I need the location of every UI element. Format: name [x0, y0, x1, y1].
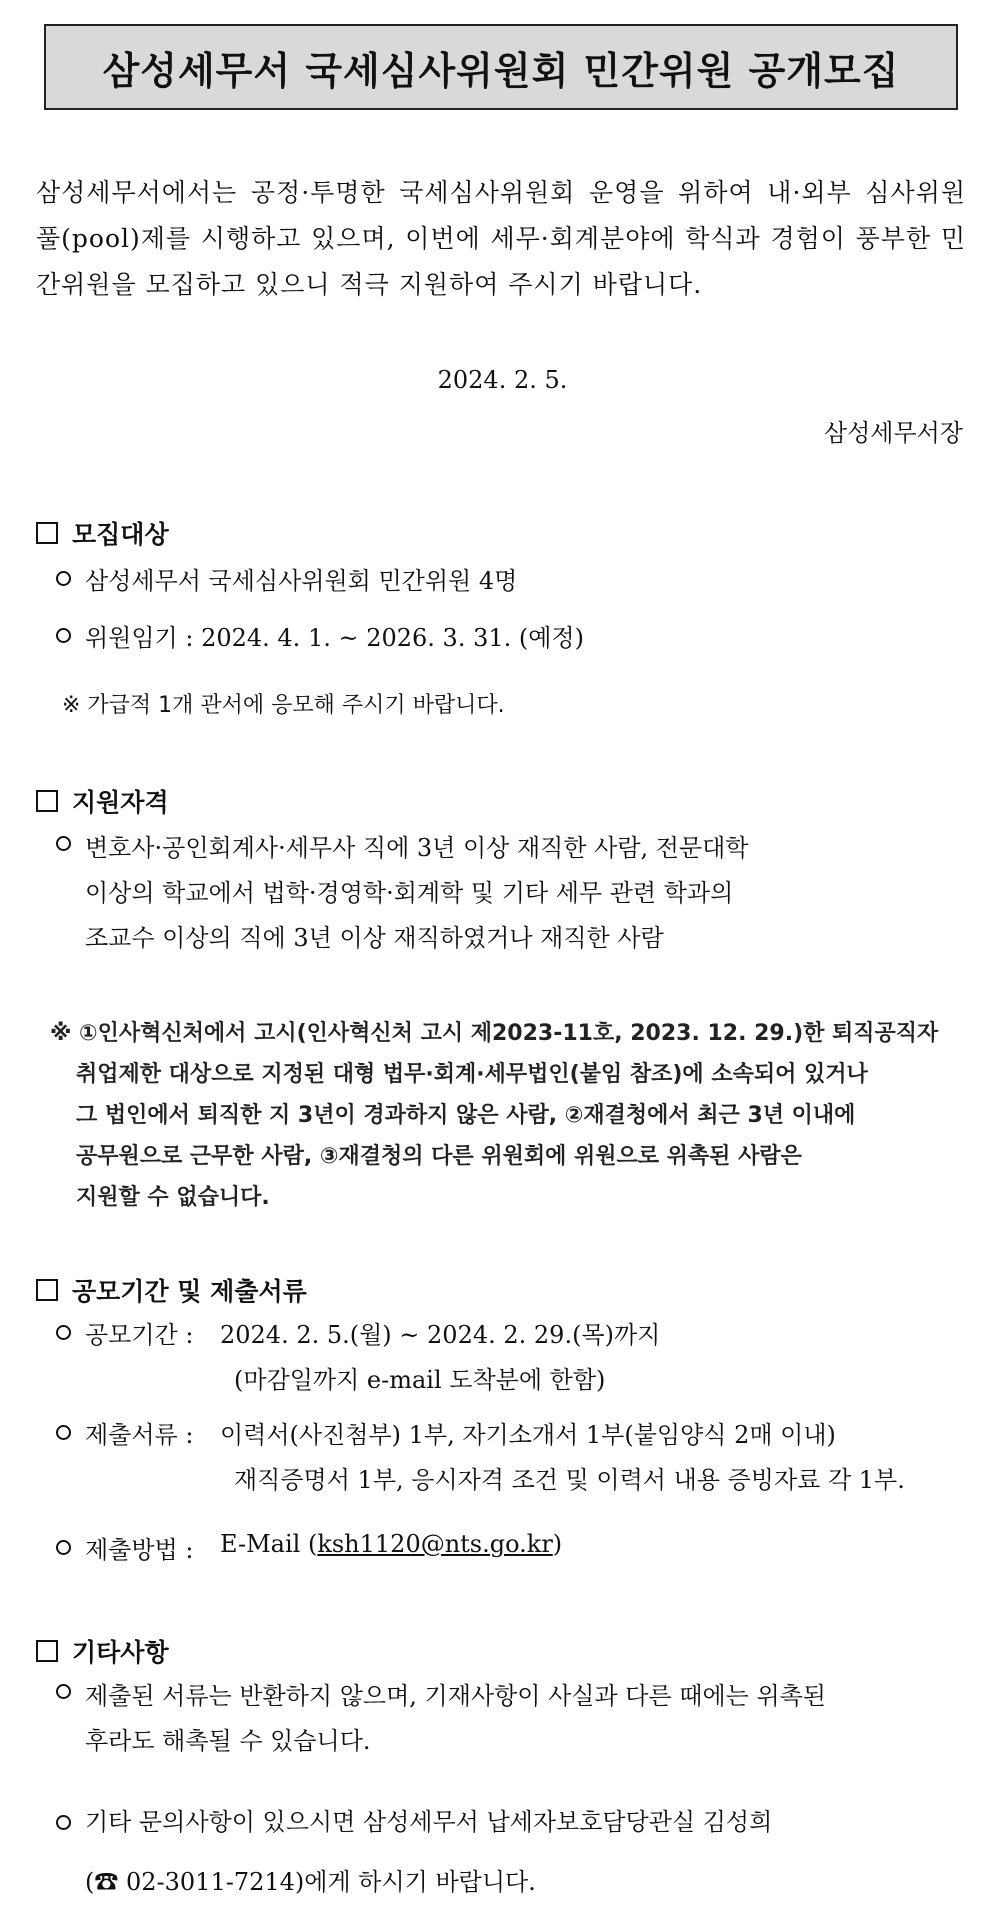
recruit-item-1: [56, 561, 517, 596]
email-link[interactable]: ksh1120@nts.go.kr: [317, 1530, 553, 1558]
note-line: 지원할 수 없습니다.: [76, 1185, 270, 1210]
circle-bullet-icon: [56, 1684, 71, 1699]
intro-paragraph: 삼성세무서에서는 공정·투명한 국세심사위원회 운영을 위하여 내·외부 심사위원 풀(pool)제를 시행하고 있으며, 이번에 세무·회계분야에 학식과 경험이 풍부한 민간위원을 모집하고 있으니 적극 지원하여 주시기 바랍니다.: [36, 178, 966, 299]
circle-bullet-icon: [56, 1540, 71, 1555]
circle-bullet-icon: [56, 1325, 71, 1340]
section-qualification-heading: [36, 783, 169, 819]
qualification-paragraph: [56, 826, 971, 961]
recruit-item-2: [56, 618, 584, 653]
section-heading-text: 공모기간 및 제출서류: [72, 1277, 307, 1306]
note-line: 공무원으로 근무한 사람, ③재결청의 다른 위원회에 위원으로 위촉된 사람은: [76, 1144, 802, 1169]
etc-item-1: [56, 1674, 971, 1764]
page-title: 삼성세무서 국세심사위원회 민간위원 공개모집: [44, 24, 958, 110]
etc-line: 제출된 서류는 반환하지 않으며, 기재사항이 사실과 다른 때에는 위촉된: [85, 1682, 826, 1710]
circle-bullet-icon: [56, 571, 71, 586]
method-suffix: ): [552, 1530, 563, 1558]
documents-value: 이력서(사진첨부) 1부, 자기소개서 1부(붙임양식 2매 이내): [220, 1421, 836, 1449]
circle-bullet-icon: [56, 1815, 71, 1830]
section-recruit-heading: [36, 515, 169, 551]
documents-value-2: 재직증명서 1부, 응시자격 조건 및 이력서 내용 증빙자료 각 1부.: [234, 1466, 905, 1494]
checkbox-square-icon: [36, 1279, 58, 1301]
section-heading-text: 모집대상: [72, 520, 169, 549]
period-item: [56, 1315, 660, 1350]
circle-bullet-icon: [56, 1425, 71, 1440]
qualification-line: 이상의 학교에서 법학·경영학·회계학 및 기타 세무 관련 학과의: [85, 879, 734, 907]
section-period-heading: [36, 1272, 307, 1308]
etc-line: 후라도 해촉될 수 있습니다.: [85, 1727, 371, 1755]
etc-line: 기타 문의사항이 있으시면 삼성세무서 납세자보호담당관실 김성희: [85, 1808, 773, 1836]
qualification-line: 조교수 이상의 직에 3년 이상 재직하였거나 재직한 사람: [85, 924, 664, 952]
period-value: 2024. 2. 5.(월) ~ 2024. 2. 29.(목)까지: [220, 1321, 661, 1349]
qualification-exclusion-note: [50, 1013, 968, 1218]
recruit-item-text: 위원임기 : 2024. 4. 1. ~ 2026. 3. 31. (예정): [85, 624, 584, 652]
issuing-office: 삼성세무서장: [823, 419, 963, 447]
circle-bullet-icon: [56, 836, 71, 851]
checkbox-square-icon: [36, 1640, 58, 1662]
qualification-line: 변호사·공인회계사·세무사 직에 3년 이상 재직한 사람, 전문대학: [85, 834, 749, 862]
recruit-note: ※ 가급적 1개 관서에 응모해 주시기 바랍니다.: [62, 693, 505, 718]
note-line: 취업제한 대상으로 지정된 대형 법무·회계·세무법인(붙임 참조)에 소속되어 있거나: [76, 1062, 868, 1087]
circle-bullet-icon: [56, 628, 71, 643]
contact-line: (☎ 02-3011-7214)에게 하시기 바랍니다.: [85, 1868, 536, 1896]
documents-item: [56, 1415, 836, 1450]
recruit-item-text: 삼성세무서 국세심사위원회 민간위원 4명: [85, 567, 518, 595]
checkbox-square-icon: [36, 522, 58, 544]
note-line: ※ ①인사혁신처에서 고시(인사혁신처 고시 제2023-11호, 2023. 12. 29.)한 퇴직공직자: [50, 1021, 939, 1046]
period-sub: (마감일까지 e-mail 도착분에 한함): [234, 1366, 606, 1394]
announcement-date: 2024. 2. 5.: [437, 366, 568, 394]
period-label: 공모기간 :: [85, 1321, 194, 1349]
method-label: 제출방법 :: [85, 1536, 194, 1564]
method-item: [56, 1530, 562, 1565]
checkbox-square-icon: [36, 790, 58, 812]
section-heading-text: 기타사항: [72, 1638, 169, 1667]
section-etc-heading: [36, 1633, 169, 1669]
documents-label: 제출서류 :: [85, 1421, 194, 1449]
section-heading-text: 지원자격: [72, 788, 169, 817]
note-line: 그 법인에서 퇴직한 지 3년이 경과하지 않은 사람, ②재결청에서 최근 3년 이내에: [76, 1103, 856, 1128]
etc-item-2: [56, 1792, 971, 1912]
method-prefix: E-Mail (: [220, 1530, 318, 1558]
